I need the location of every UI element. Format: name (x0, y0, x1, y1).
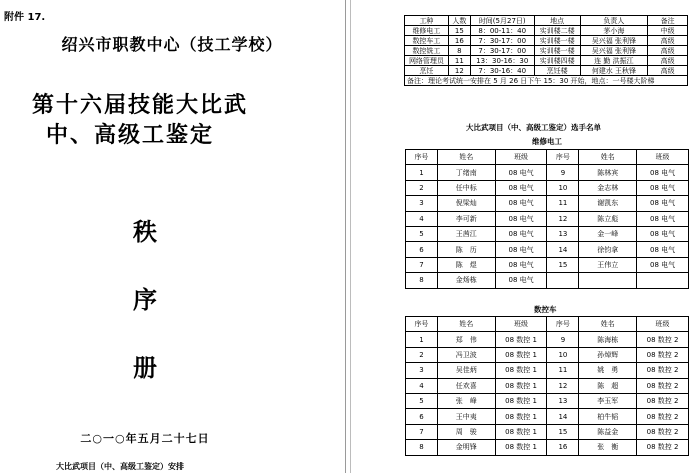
table-cell: 实训楼一楼 (534, 46, 580, 56)
table-cell: 柏牛韬 (579, 409, 637, 424)
table-cell: 08 数控 2 (637, 332, 689, 347)
table-cell: 08 数控 2 (637, 393, 689, 408)
table-cell: 2 (406, 347, 438, 362)
table-cell (637, 273, 689, 288)
table-cell: 金志林 (579, 180, 637, 195)
table-cell: 郑 伟 (437, 332, 495, 347)
roster-header-cell: 序号 (547, 150, 579, 165)
roster-header-row (406, 150, 689, 165)
table-row (406, 196, 689, 211)
roster-header-cell: 序号 (406, 317, 438, 332)
table-cell: 08 数控 1 (495, 378, 547, 393)
schedule-row (405, 56, 688, 66)
table-cell: 08 数控 1 (495, 332, 547, 347)
table-cell: 连 勤 洪振江 (580, 56, 648, 66)
table-cell: 12 (448, 66, 470, 76)
table-cell: 冯卫波 (437, 347, 495, 362)
table-row (406, 363, 689, 378)
table-row (406, 226, 689, 241)
table-cell: 陈 超 (579, 378, 637, 393)
table-row (406, 273, 689, 288)
table-cell: 陈海栋 (579, 332, 637, 347)
event-title-line-1: 第十六届技能大比武 (32, 93, 249, 118)
schedule-row (405, 26, 688, 36)
table-cell: 8 (448, 46, 470, 56)
table-cell: 1 (406, 165, 438, 180)
table-cell: 08 数控 1 (495, 393, 547, 408)
table-cell: 金明锋 (437, 440, 495, 455)
table-cell: 08 电气 (637, 180, 689, 195)
table-cell: 15 (547, 257, 579, 272)
table-cell: 吴兴福 张利锋 (580, 36, 648, 46)
table-cell: 08 电气 (495, 196, 547, 211)
table-row (406, 347, 689, 362)
table-cell: 实训楼二楼 (534, 26, 580, 36)
table-cell: 08 电气 (495, 257, 547, 272)
table-cell: 张 峰 (437, 393, 495, 408)
roster-header-cell: 姓名 (437, 317, 495, 332)
roster-header-cell: 序号 (547, 317, 579, 332)
schedule-note: 备注：理论考试统一安排在 5 月 26 日下午 15：30 开始，地点：一号楼大阶梯 (405, 76, 688, 86)
table-cell: 08 数控 2 (637, 424, 689, 439)
table-cell: 08 数控 1 (495, 363, 547, 378)
roster-header-cell: 班级 (637, 317, 689, 332)
table-cell: 08 数控 2 (637, 347, 689, 362)
event-title-line-2: 中、高级工鉴定 (46, 123, 215, 148)
table-cell: 08 电气 (495, 273, 547, 288)
table-cell: 10 (547, 180, 579, 195)
table-cell: 08 电气 (495, 211, 547, 226)
table-cell: 11 (448, 56, 470, 66)
table-cell: 08 数控 1 (495, 424, 547, 439)
table-cell: 6 (406, 409, 438, 424)
schedule-row (405, 66, 688, 76)
table-cell: 烹饪楼 (534, 66, 580, 76)
table-cell: 周 骏 (437, 424, 495, 439)
table-cell: 孙焯辉 (579, 347, 637, 362)
table-cell: 7：30-17：00 (470, 36, 534, 46)
table-cell: 3 (406, 196, 438, 211)
table-row (406, 332, 689, 347)
table-cell: 08 电气 (495, 226, 547, 241)
table-cell: 维修电工 (405, 26, 449, 36)
schedule-header-cell: 地点 (534, 16, 580, 26)
schedule-header-cell: 人数 (448, 16, 470, 26)
booklet-title-char-2: 序 (133, 286, 157, 314)
schedule-table (404, 15, 688, 86)
table-cell: 实训楼一楼 (534, 36, 580, 46)
annex-label: 附件 17. (4, 12, 46, 23)
table-row (406, 180, 689, 195)
table-cell: 姚 勇 (579, 363, 637, 378)
table-cell: 陈 历 (437, 242, 495, 257)
table-row (406, 393, 689, 408)
table-cell: 08 数控 2 (637, 378, 689, 393)
table-cell: 9 (547, 332, 579, 347)
table-cell: 茅小海 (580, 26, 648, 36)
table-cell: 08 电气 (495, 180, 547, 195)
schedule-header-cell: 备注 (648, 16, 688, 26)
table-cell: 烹饪 (405, 66, 449, 76)
table-cell: 11 (547, 363, 579, 378)
roster-header-row (406, 317, 689, 332)
table-cell: 15 (448, 26, 470, 36)
table-cell: 5 (406, 226, 438, 241)
table-row (406, 242, 689, 257)
table-row (406, 378, 689, 393)
table-cell: 08 电气 (637, 242, 689, 257)
table-cell: 5 (406, 393, 438, 408)
table-cell: 高级 (648, 66, 688, 76)
table-cell: 08 电气 (495, 165, 547, 180)
table-cell: 12 (547, 378, 579, 393)
school-name: 绍兴市职教中心（技工学校） (61, 35, 283, 54)
table-cell: 金炀栋 (437, 273, 495, 288)
roster-header-cell: 姓名 (437, 150, 495, 165)
schedule-header-cell: 工种 (405, 16, 449, 26)
table-cell: 4 (406, 211, 438, 226)
table-cell (547, 273, 579, 288)
table-cell: 陈 煜 (437, 257, 495, 272)
table-row (406, 257, 689, 272)
table-cell: 08 数控 2 (637, 363, 689, 378)
table-cell: 8 (406, 273, 438, 288)
table-cell: 7 (406, 424, 438, 439)
table-cell: 李玉军 (579, 393, 637, 408)
table-cell: 中级 (648, 26, 688, 36)
table-cell: 13 (547, 226, 579, 241)
table-cell: 08 电气 (637, 196, 689, 211)
table-cell: 实训楼四楼 (534, 56, 580, 66)
table-cell: 4 (406, 378, 438, 393)
table-row (406, 424, 689, 439)
table-cell: 数控铣工 (405, 46, 449, 56)
table-cell: 高级 (648, 36, 688, 46)
table-cell: 08 电气 (495, 242, 547, 257)
table-cell: 08 电气 (637, 257, 689, 272)
table-cell: 7：30-17：00 (470, 46, 534, 56)
cover-date: 二○一○年五月二十七日 (80, 432, 210, 445)
roster-table-cnc-lathe (405, 316, 689, 456)
table-row (406, 165, 689, 180)
cover-page (0, 0, 344, 473)
booklet-title-char-1: 秩 (133, 218, 157, 246)
table-cell: 7 (406, 257, 438, 272)
roster-header-cell: 班级 (495, 317, 547, 332)
table-cell: 徐钧拿 (579, 242, 637, 257)
table-cell: 2 (406, 180, 438, 195)
table-cell: 王伟立 (579, 257, 637, 272)
table-cell: 倪梁灿 (437, 196, 495, 211)
schedule-header-row (405, 16, 688, 26)
table-cell: 王中夷 (437, 409, 495, 424)
roster-header-cell: 班级 (495, 150, 547, 165)
table-cell: 3 (406, 363, 438, 378)
table-cell (579, 273, 637, 288)
table-cell: 08 数控 1 (495, 440, 547, 455)
schedule-row (405, 46, 688, 56)
table-cell: 8：00-11：40 (470, 26, 534, 36)
table-cell: 陈益金 (579, 424, 637, 439)
roster-header-cell: 班级 (637, 150, 689, 165)
table-cell: 13 (547, 393, 579, 408)
table-cell: 李可新 (437, 211, 495, 226)
table-cell: 08 数控 1 (495, 409, 547, 424)
table-cell: 吴佳炳 (437, 363, 495, 378)
table-cell: 1 (406, 332, 438, 347)
table-cell: 数控车工 (405, 36, 449, 46)
table-cell: 10 (547, 347, 579, 362)
table-cell: 张 衡 (579, 440, 637, 455)
table-cell: 15 (547, 424, 579, 439)
table-cell: 王茜江 (437, 226, 495, 241)
table-cell: 网络管理员 (405, 56, 449, 66)
table-cell: 16 (448, 36, 470, 46)
page-edge-right (350, 0, 351, 473)
roster-section-title-cnc-lathe: 数控车 (534, 305, 557, 314)
table-cell: 13：30-16：30 (470, 56, 534, 66)
table-cell: 08 电气 (637, 226, 689, 241)
schedule-header-cell: 时间(5月27日) (470, 16, 534, 26)
roster-section-title-electrician: 维修电工 (532, 137, 562, 146)
table-cell: 何建水 王秋锋 (580, 66, 648, 76)
table-cell: 9 (547, 165, 579, 180)
table-cell: 11 (547, 196, 579, 211)
table-cell: 14 (547, 242, 579, 257)
table-cell: 08 数控 2 (637, 440, 689, 455)
table-cell: 谢凯东 (579, 196, 637, 211)
table-row (406, 440, 689, 455)
roster-header-cell: 序号 (406, 150, 438, 165)
schedule-row (405, 36, 688, 46)
table-cell: 08 数控 1 (495, 347, 547, 362)
table-cell: 金一峰 (579, 226, 637, 241)
schedule-title: 大比武项目（中、高级工鉴定）安排 (56, 462, 184, 471)
table-cell: 6 (406, 242, 438, 257)
page-gutter (344, 0, 352, 473)
table-cell: 12 (547, 211, 579, 226)
schedule-header-cell: 负责人 (580, 16, 648, 26)
table-cell: 高级 (648, 46, 688, 56)
roster-header-cell: 姓名 (579, 150, 637, 165)
roster-title: 大比武项目（中、高级工鉴定）选手名单 (466, 123, 601, 132)
roster-header-cell: 姓名 (579, 317, 637, 332)
page-edge-left (345, 0, 346, 473)
table-cell: 8 (406, 440, 438, 455)
table-cell: 16 (547, 440, 579, 455)
roster-table-electrician (405, 149, 689, 289)
table-cell: 7：30-16：40 (470, 66, 534, 76)
table-row (406, 409, 689, 424)
table-cell: 丁绪南 (437, 165, 495, 180)
table-cell: 任中标 (437, 180, 495, 195)
roster-page (352, 0, 700, 473)
table-cell: 08 数控 2 (637, 409, 689, 424)
table-row (406, 211, 689, 226)
table-cell: 08 电气 (637, 165, 689, 180)
booklet-title-char-3: 册 (133, 354, 157, 382)
table-cell: 陈立彪 (579, 211, 637, 226)
table-cell: 高级 (648, 56, 688, 66)
table-cell: 陈林宾 (579, 165, 637, 180)
table-cell: 吴兴福 张利锋 (580, 46, 648, 56)
table-cell: 08 电气 (637, 211, 689, 226)
table-cell: 任欢喜 (437, 378, 495, 393)
schedule-note-row (405, 76, 688, 86)
table-cell: 14 (547, 409, 579, 424)
